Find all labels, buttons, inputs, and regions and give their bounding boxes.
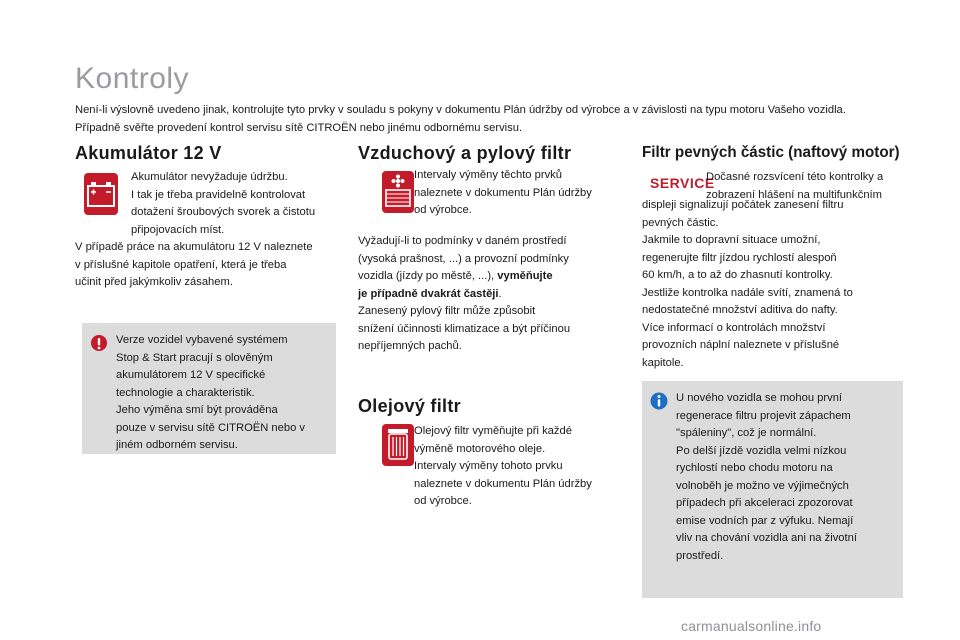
battery-warning-box (82, 323, 336, 454)
text-line: Vyžadují-li to podmínky v daném prostředí (358, 235, 567, 247)
text-line: Jeho výměna smí být prováděna (116, 404, 278, 416)
text-line: "spáleniny", což je normální. (676, 427, 817, 439)
air-filter-heading: Vzduchový a pylový filtr (358, 143, 572, 163)
text-line: výměně motorového oleje. (414, 442, 546, 455)
text-line: rychlostí nebo chodu motoru na (676, 462, 833, 474)
air-filter-body-text (358, 233, 628, 356)
page-title: Kontroly (75, 62, 190, 95)
text-span: . (498, 287, 502, 300)
text-line: vliv na chování vozidla ani na životní (676, 532, 857, 544)
text-line: Jestliže kontrolka nadále svítí, znamená to (642, 286, 853, 299)
particle-filter-section (642, 140, 904, 562)
text-line: naleznete v dokumentu Plán údržby (414, 477, 592, 490)
bold-text: je případně dvakrát častěji (358, 287, 499, 300)
text-span: vozidla (jízdy po městě, ...), (358, 270, 498, 282)
battery-body-text (75, 239, 345, 292)
warning-text (116, 332, 326, 455)
particle-filter-info-box (642, 381, 903, 598)
text-line: U nového vozidla se mohou první (676, 392, 843, 404)
particle-filter-heading: Filtr pevných částic (naftový motor) (642, 144, 900, 161)
text-line: regenerujte filtr jízdou rychlostí alespoň (642, 251, 837, 264)
text-line: učinit před jakýmkoliv zásahem. (75, 276, 233, 288)
intro-line: Případně svěřte provedení kontrol servisu sítě CITROËN nebo jinému odbornému servisu. (75, 122, 523, 134)
particle-filter-body-text (642, 197, 912, 372)
text-line: volnoběh je možno ve výjimečných (676, 479, 849, 492)
info-text (676, 390, 886, 565)
oil-filter-text (414, 423, 622, 511)
text-line: od výrobce. (414, 495, 472, 507)
text-line: prostředí. (676, 549, 724, 562)
text-line: Zanesený pylový filtr může způsobit (358, 305, 536, 317)
bold-text: vyměňujte (497, 270, 553, 282)
text-line: snížení účinnosti klimatizace a být příčinou (358, 322, 571, 335)
text-line: pouze v servisu sítě CITROËN nebo v (116, 421, 306, 434)
info-icon (650, 392, 668, 410)
air-filter-intro-text (414, 167, 622, 220)
battery-intro-text (131, 169, 339, 239)
text-line: Akumulátor nevyžaduje údržbu. (131, 171, 288, 183)
text-line: Verze vozidel vybavené systémem (116, 334, 288, 346)
text-line: provozních náplní naleznete v příslušné (642, 339, 840, 351)
text-line: pevných částic. (642, 216, 719, 229)
intro-text (75, 101, 915, 137)
text-line: dotažení šroubových svorek a čistotu (131, 206, 316, 218)
text-line: kapitole. (642, 356, 684, 369)
text-line: akumulátorem 12 V specifické (116, 369, 266, 381)
text-line: V případě práce na akumulátoru 12 V naleznete (75, 241, 313, 253)
text-line: Po delší jízdě vozidla velmi nízkou (676, 444, 847, 457)
intro-line: Není-li výslovně uvedeno jinak, kontrolujte tyto prvky v souladu s pokyny v dokumentu Plán údržby od výrobce a v závislosti na typu motoru Vašeho vozidla. (75, 104, 846, 116)
text-line: případech při akceleraci zpozorovat (676, 497, 853, 509)
text-line (358, 268, 628, 286)
text-line: Intervaly výměny tohoto prvku (414, 460, 563, 472)
oil-filter-heading: Olejový filtr (358, 396, 461, 416)
text-line: Intervaly výměny těchto prvků (414, 169, 562, 181)
text-line: zobrazení hlášení na multifunkčním (706, 188, 882, 201)
car-battery-icon (84, 173, 118, 215)
text-line: emise vodních par z výfuku. Nemají (676, 514, 854, 527)
text-line: regenerace filtru projevit zápachem (676, 409, 851, 422)
battery-section (75, 140, 337, 451)
service-warning-lamp-icon: SERVICE (650, 175, 715, 191)
text-line: naleznete v dokumentu Plán údržby (414, 186, 592, 199)
text-line (358, 286, 628, 304)
text-line: technologie a charakteristik. (116, 386, 255, 399)
battery-heading: Akumulátor 12 V (75, 143, 222, 163)
text-line: jiném odborném servisu. (116, 439, 238, 451)
text-line: 60 km/h, a to až do zhasnutí kontrolky. (642, 269, 833, 281)
text-line: Jakmile to dopravní situace umožní, (642, 234, 821, 246)
text-line: displeji signalizují počátek zanesení filtru (642, 199, 844, 211)
text-line: Dočasné rozsvícení této kontrolky a (706, 171, 884, 183)
text-line: Olejový filtr vyměňujte při každé (414, 425, 572, 437)
air-filter-icon (382, 171, 414, 213)
text-line: Více informací o kontrolách množství (642, 321, 826, 334)
text-line: Stop & Start pracují s olověným (116, 351, 273, 364)
text-line: v příslušné kapitole opatření, která je třeba (75, 258, 287, 271)
air-filter-section (358, 140, 620, 507)
text-line: (vysoká prašnost, ...) a provozní podmínky (358, 252, 569, 265)
text-line: I tak je třeba pravidelně kontrolovat (131, 188, 306, 201)
watermark: carmanualsonline.info (681, 618, 822, 634)
text-line: nedostatečné množství aditiva do nafty. (642, 304, 838, 316)
text-line: připojovacích míst. (131, 223, 225, 236)
warning-icon (90, 334, 108, 352)
oil-filter-icon (382, 424, 414, 466)
text-line: od výrobce. (414, 204, 472, 216)
text-line: nepříjemných pachů. (358, 340, 462, 352)
